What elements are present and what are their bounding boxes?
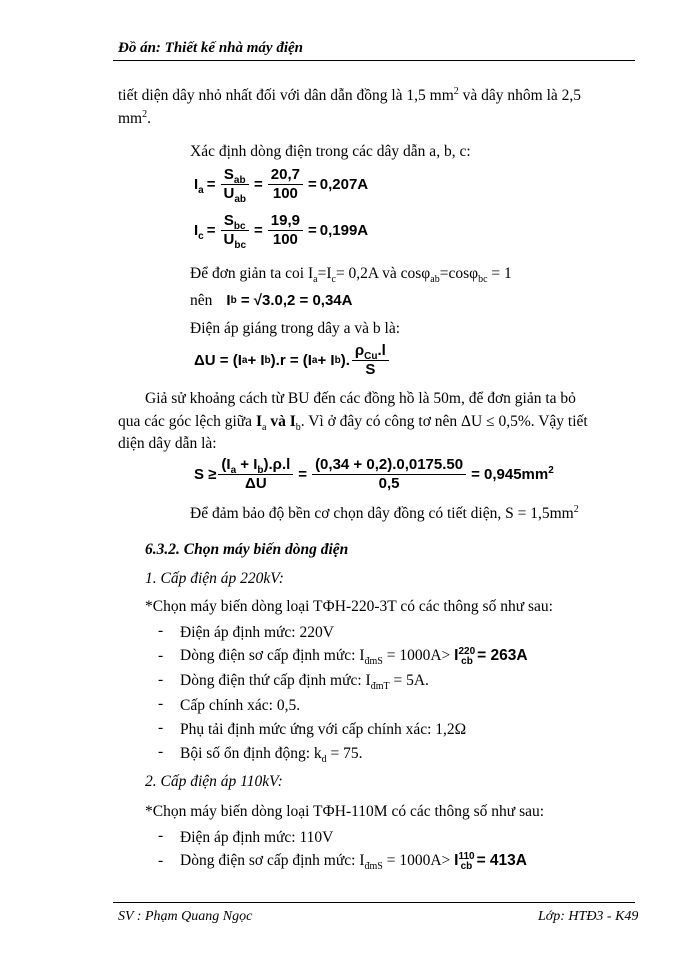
choose-110kv: *Chọn máy biến dòng loại TФH-110M có các thông số như sau:	[145, 803, 545, 820]
list-item: Bội số ổn định động: $k_d = 75$.	[180, 745, 363, 766]
para1-line2: $mm^2$.	[118, 108, 151, 127]
list-bullet: -	[158, 719, 164, 736]
choose-220kv: *Chọn máy biến dòng loại TФH-220-3T có các thông số như sau:	[145, 598, 553, 615]
footer-student: SV : Phạm Quang Ngọc	[118, 909, 253, 924]
equation-ic: $I_c$ = $\frac{S_{bc}}{U_{bc}}$ = $\frac{19,9}{100}$ = 0,199A	[194, 212, 369, 251]
footer-rule	[113, 902, 635, 903]
header-rule	[113, 60, 635, 61]
ib-line: nên I b = √3.0,2 = 0,34A	[190, 292, 353, 309]
list-item: Dòng điện sơ cấp định mức: $I_{đmS} = 1000A> I^{220}_{cb} = 263A$	[180, 645, 528, 668]
simplify-line: Để đơn giản ta coi $I_a=I_c= 0,2A$ và cosφ$_{ab}$=cosφ$_{bc}$ = 1	[190, 265, 512, 286]
list-item: Cấp chính xác: 0,5.	[180, 697, 301, 714]
drop-intro: Điện áp giáng trong dây a và b là:	[190, 320, 401, 337]
para1-line1: tiết diện dây nhỏ nhất đối với dân dẫn đồng là 1,5 $mm^2$ và dây nhôm là 2,5	[118, 85, 582, 104]
list-bullet: -	[158, 852, 164, 869]
equation-ia: $I_a$ = $\frac{S_{ab}}{U_{ab}}$ = $\frac{20,7}{100}$ = 0,207A	[194, 166, 369, 205]
section-heading: 6.3.2. Chọn máy biến dòng điện	[145, 541, 349, 558]
list-bullet: -	[158, 647, 164, 664]
list-item: Dòng điện sơ cấp định mức: $I_{đmS} = 1000A> I^{110}_{cb} = 413A$	[180, 850, 527, 873]
list-item: Dòng điện thứ cấp định mức: $I_{đmT} = 5A$.	[180, 672, 429, 693]
intro-current: Xác định dòng điện trong các dây dẫn a, b, c:	[190, 143, 471, 160]
conclusion: Để đảm bảo độ bền cơ chọn dây đồng có tiết diện, $S = 1,5mm^2$	[190, 503, 579, 522]
page-header-title: Đồ án: Thiết kế nhà máy điện	[118, 40, 304, 56]
list-item: Điện áp định mức: 220V	[180, 624, 334, 641]
subheading-110kv: 2. Cấp điện áp 110kV:	[145, 773, 283, 790]
para2-line1: Giả sử khoảng cách từ BU đến các đồng hồ là 50m, để đơn giản ta bỏ	[145, 390, 576, 407]
para2-line2: qua các góc lệch giữa $I_a$ và $I_b$. Vì ở đây có công tơ nên ΔU ≤ 0,5%. Vậy tiết	[118, 413, 588, 434]
subheading-220kv: 1. Cấp điện áp 220kV:	[145, 570, 284, 587]
equation-s: S ≥ $\frac{(I_a + I_b).\rho.l}{\Delta U}$ = $\frac{(0,34 + 0,2).0,0175.50}{0,5}$ = $0,945mm^2$	[194, 456, 554, 492]
footer-class: Lớp: HTĐ3 - K49	[538, 909, 639, 924]
list-item: Phụ tải định mức ứng với cấp chính xác: 1,2Ω	[180, 721, 467, 738]
list-item: Điện áp định mức: 110V	[180, 829, 334, 846]
list-bullet: -	[158, 695, 164, 712]
equation-du: ΔU = (I a + I b ).r = (I a + I b ). $\frac{\rho_{Cu}.l}{S}$	[194, 342, 391, 379]
list-bullet: -	[158, 622, 164, 639]
list-bullet: -	[158, 827, 164, 844]
list-bullet: -	[158, 743, 164, 760]
para2-line3: diện dây dẫn là:	[118, 435, 217, 452]
list-bullet: -	[158, 671, 164, 688]
